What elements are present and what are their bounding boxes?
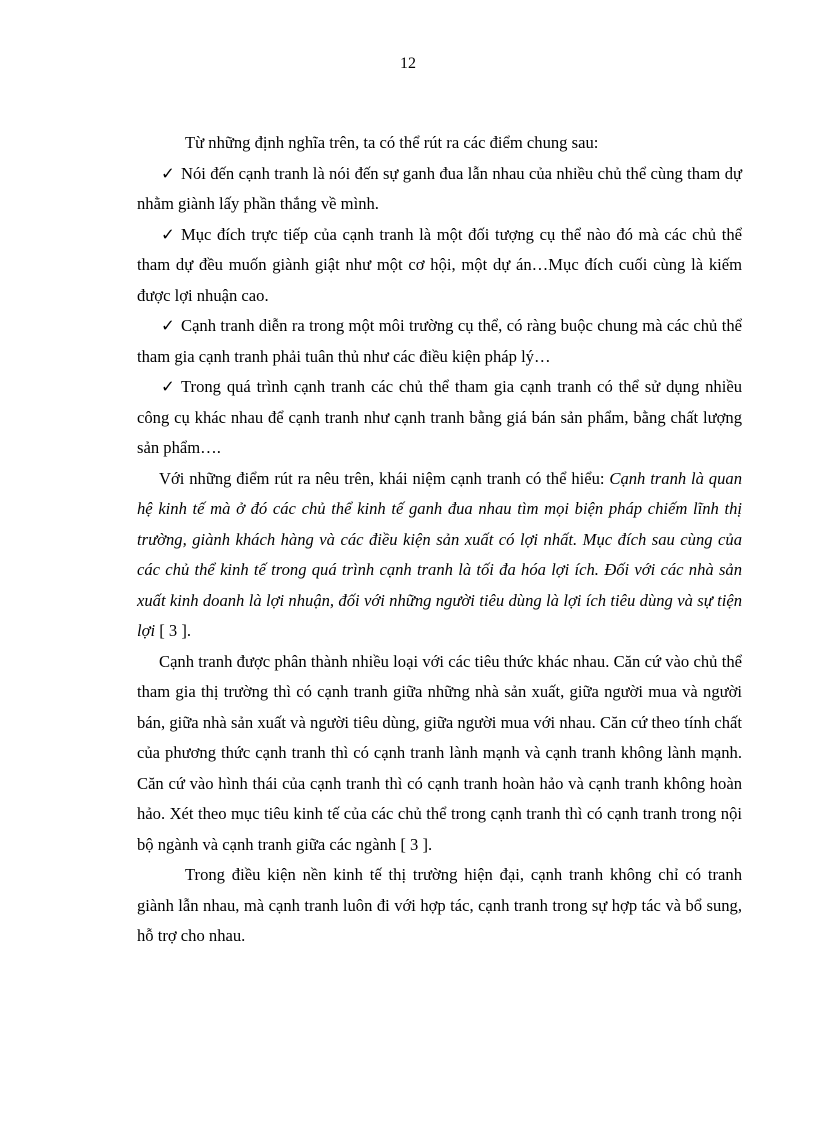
definition-italic: Cạnh tranh là quan hệ kinh tế mà ở đó các chủ thể kinh tế ganh đua nhau tìm mọi biện pháp chiếm lĩnh thị trường, giành khách hàng và các điều kiện sản xuất có lợi nhất. Mục đích sau cùng của các chủ thể kinh tế trong quá trình cạnh tranh là tối đa hóa lợi ích. Đối với các nhà sản xuất kinh doanh là lợi nhuận, đối với những người tiêu dùng là lợi ích tiêu dùng và sự tiện lợi [137, 468, 742, 640]
bullet-item-1 [137, 159, 742, 220]
bullet-text: Nói đến cạnh tranh là nói đến sự ganh đua lẫn nhau của nhiều chủ thể cùng tham dự nhằm giành lấy phần thắng về mình. [137, 163, 742, 213]
bullet-item-4 [137, 372, 742, 464]
bullet-text: Mục đích trực tiếp của cạnh tranh là một đối tượng cụ thể nào đó mà các chủ thể tham dự đều muốn giành giật như một cơ hội, một dự án…Mục đích cuối cùng là kiếm được lợi nhuận cao. [137, 224, 742, 305]
definition-paragraph [137, 464, 742, 647]
intro-paragraph: Từ những định nghĩa trên, ta có thể rút ra các điểm chung sau: [185, 133, 599, 152]
checkmark-icon: ✓ [161, 377, 175, 396]
definition-citation: [ 3 ]. [155, 621, 192, 640]
checkmark-icon: ✓ [161, 316, 175, 335]
classification-paragraph: Cạnh tranh được phân thành nhiều loại với các tiêu thức khác nhau. Căn cứ vào chủ thể tham gia thị trường thì có cạnh tranh giữa những nhà sản xuất, giữa người mua và người bán, giữa nhà sản xuất và người tiêu dùng, giữa người mua với nhau. Căn cứ theo tính chất của phương thức cạnh tranh thì có cạnh tranh lành mạnh và cạnh tranh không lành mạnh. Căn cứ vào hình thái của cạnh tranh thì có cạnh tranh hoàn hảo và cạnh tranh không hoàn hảo. Xét theo mục tiêu kinh tế của các chủ thể trong cạnh tranh thì có cạnh tranh trong nội bộ ngành và cạnh tranh giữa các ngành [ 3 ]. [137, 651, 742, 854]
conclusion-paragraph: Trong điều kiện nền kinh tế thị trường hiện đại, cạnh tranh không chỉ có tranh giành lẫn nhau, mà cạnh tranh luôn đi với hợp tác, cạnh tranh trong sự hợp tác và bổ sung, hỗ trợ cho nhau. [137, 865, 742, 945]
bullet-text: Trong quá trình cạnh tranh các chủ thể tham gia cạnh tranh có thể sử dụng nhiều công cụ khác nhau để cạnh tranh như cạnh tranh bằng giá bán sản phẩm, bằng chất lượng sản phẩm…. [137, 377, 742, 457]
document-body [137, 128, 742, 952]
page-number: 12 [400, 55, 416, 72]
bullet-item-2 [137, 220, 742, 312]
checkmark-icon: ✓ [161, 163, 175, 183]
checkmark-icon: ✓ [161, 224, 175, 244]
definition-lead: Với những điểm rút ra nêu trên, khái niệm cạnh tranh có thể hiểu: [159, 468, 610, 488]
bullet-text: Cạnh tranh diễn ra trong một môi trường cụ thể, có ràng buộc chung mà các chủ thể tham gia cạnh tranh phải tuân thủ như các điều kiện pháp lý… [137, 316, 742, 366]
bullet-item-3 [137, 311, 742, 372]
